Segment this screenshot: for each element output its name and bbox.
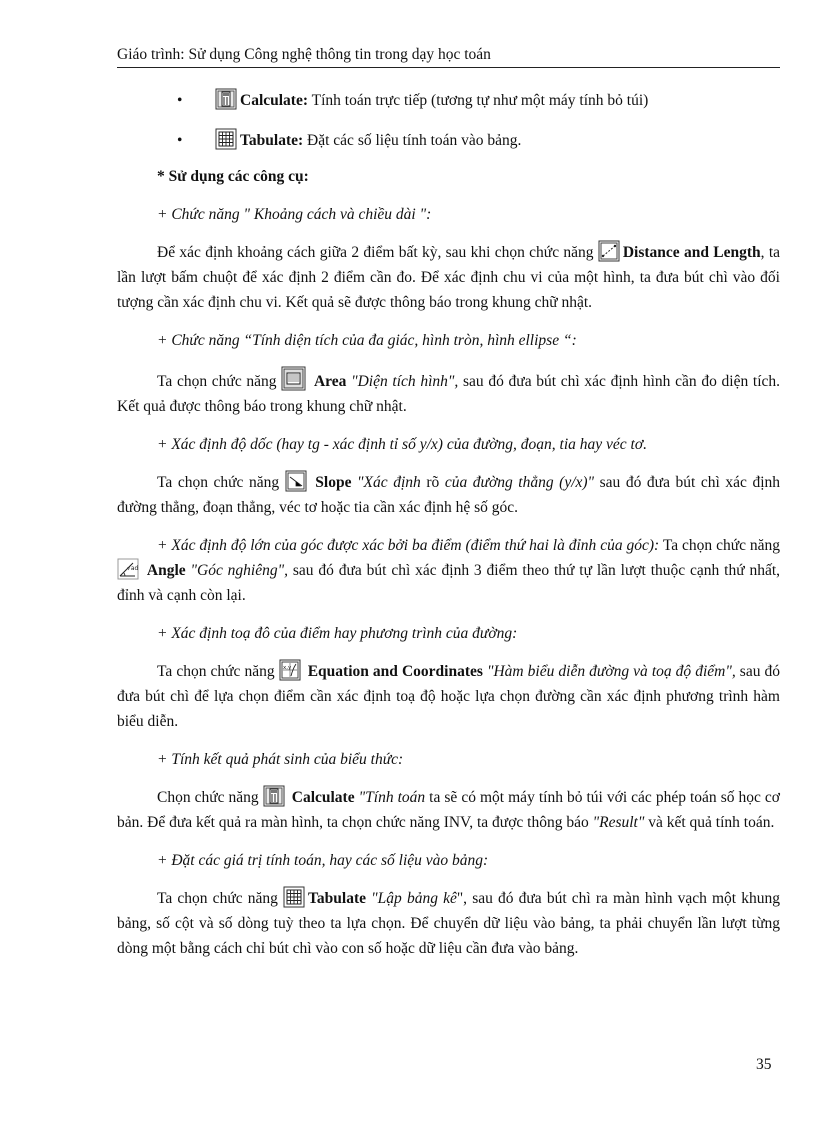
bullet-text: Đặt các số liệu tính toán vào bảng. <box>303 132 522 149</box>
bullet-dot: • <box>177 92 183 109</box>
tool-name: Equation and Coordinates <box>307 663 483 680</box>
angle-icon <box>117 558 139 580</box>
tool-name: Distance and Length <box>622 244 761 261</box>
equation-paragraph: Ta chọn chức năng x,y Equation and Coordinates "Hàm biểu diễn đường và toạ độ điểm", sau đó đưa bút chì để lựa chọn điểm cần xác định toạ độ hoặc lựa chọn đường cần xác định phương trình hàm biểu diễn. <box>117 659 780 734</box>
page-body <box>117 88 780 961</box>
bullet-name: Tabulate: <box>240 132 304 149</box>
tool-name: Calculate <box>291 789 355 806</box>
distance-heading: + Chức năng " Khoảng cách và chiều dài ": <box>157 206 432 223</box>
bullet-text: Tính toán trực tiếp (tương tự như một máy tính bỏ túi) <box>308 92 649 109</box>
table-icon <box>283 886 305 908</box>
svg-text:x,y: x,y <box>282 665 291 671</box>
page-number: 35 <box>756 1056 772 1073</box>
area-paragraph: Ta chọn chức năng Area "Diện tích hình", sau đó đưa bút chì xác định hình cần đo diện tích. Kết quả được thông báo trong khung chữ nhật. <box>117 366 780 419</box>
tabulate-paragraph: Ta chọn chức năng Tabulate "Lập bảng kê", sau đó đưa bút chì ra màn hình vạch một khung bảng, số cột và số dòng tuỳ theo ta lựa chọn. Để chuyển dữ liệu vào bảng, ta phải chuyển lần lượt từng dòng một bằng cách chỉ bút chì vào con số hoặc dữ liệu cần đưa vào bảng. <box>117 886 780 961</box>
bullet-dot: • <box>177 132 183 149</box>
slope-heading: + Xác định độ dốc (hay tg - xác định tỉ số y/x) của đường, đoạn, tia hay véc tơ. <box>157 436 648 453</box>
tool-name: Tabulate <box>308 890 367 907</box>
section-heading: * Sử dụng các công cụ: <box>157 168 309 185</box>
bullet-calculate <box>117 88 780 113</box>
distance-icon <box>598 240 620 262</box>
distance-paragraph: Để xác định khoảng cách giữa 2 điểm bất kỳ, sau khi chọn chức năng Distance and Length, ta lần lượt bấm chuột để xác định 2 điểm cần đo. Để xác định chu vi của một hình, ta đưa bút chì vào đối tượng cần xác định chu vi. Kết quả sẽ được thông báo trong khung chữ nhật. <box>117 240 780 315</box>
table-icon <box>215 128 237 150</box>
tabulate-heading: + Đặt các giá trị tính toán, hay các số liệu vào bảng: <box>157 852 489 869</box>
area-icon <box>281 366 306 391</box>
tool-name: Angle <box>146 562 186 579</box>
angle-heading: + Xác định độ lớn của góc được xác bởi ba điểm (điểm thứ hai là đỉnh của góc): <box>157 537 660 554</box>
equation-icon <box>279 659 301 681</box>
tool-name: Area <box>313 373 347 390</box>
calculator-icon <box>263 785 285 807</box>
calculate-paragraph: Chọn chức năng Calculate "Tính toán ta sẽ có một máy tính bỏ túi với các phép toán số học cơ bản. Để đưa kết quả ra màn hình, ta chọn chức năng INV, ta được thông báo "Result" và kết quả tính toán. <box>117 785 780 835</box>
svg-text:√ad: √ad <box>127 565 139 572</box>
calculate-heading: + Tính kết quả phát sinh của biểu thức: <box>157 751 404 768</box>
equation-heading: + Xác định toạ đô của điểm hay phương trình của đường: <box>157 625 518 642</box>
bullet-name: Calculate: <box>240 92 309 109</box>
calculator-icon <box>215 88 237 110</box>
running-header: Giáo trình: Sử dụng Công nghệ thông tin trong dạy học toán <box>117 46 780 68</box>
tool-name: Slope <box>315 474 352 491</box>
area-heading: + Chức năng “Tính diện tích của đa giác, hình tròn, hình ellipse “: <box>157 332 577 349</box>
angle-paragraph: + Xác định độ lớn của góc được xác bởi ba điểm (điểm thứ hai là đỉnh của góc): Ta chọn chức năng √ad Angle "Góc nghiêng", sau đó đưa bút chì xác định 3 điểm theo thứ tự lần lượt thuộc cạnh thứ nhất, đỉnh và cạnh còn lại. <box>117 537 781 604</box>
slope-paragraph: Ta chọn chức năng Slope "Xác định rõ của đường thẳng (y/x)" sau đó đưa bút chì xác định đường thẳng, đoạn thẳng, véc tơ hoặc tia cần xác định hệ số góc. <box>117 470 780 520</box>
bullet-tabulate <box>117 128 780 153</box>
slope-icon <box>285 470 307 492</box>
